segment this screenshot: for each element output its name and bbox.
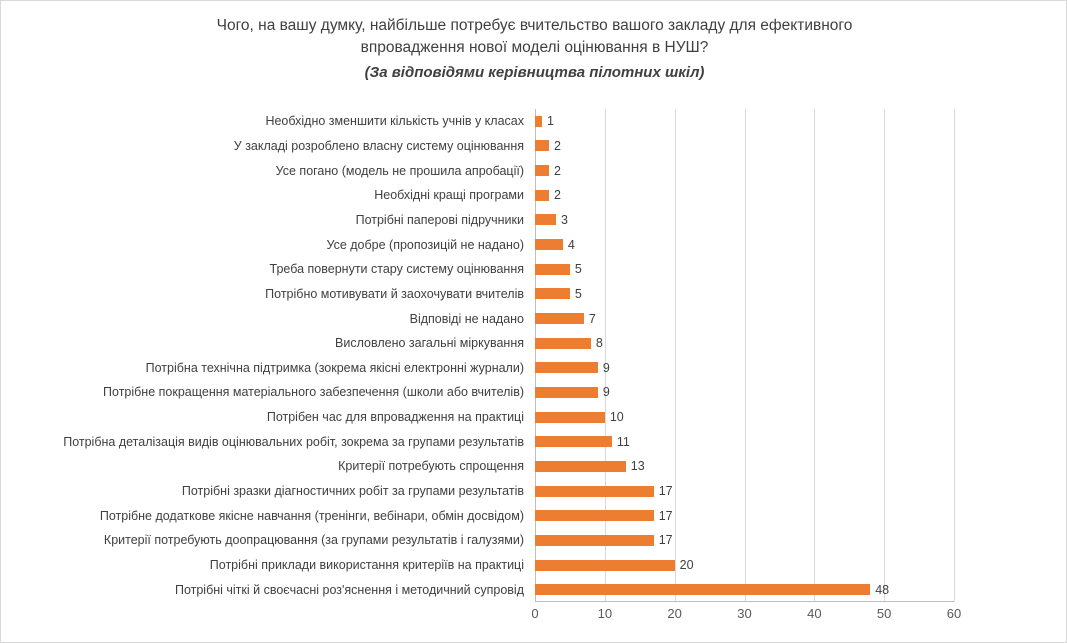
bar[interactable] — [535, 116, 542, 127]
bar-value-label: 9 — [602, 385, 610, 400]
category-label-text: Критерії потребують спрощення — [338, 459, 524, 474]
bar[interactable] — [535, 362, 598, 373]
bar-row — [535, 109, 554, 134]
category-label-text: Потрібна деталізація видів оцінювальних робіт, зокрема за групами результатів — [63, 434, 524, 449]
bar-value-label: 17 — [658, 533, 673, 548]
category-axis-labels — [6, 109, 530, 602]
bar-value-label: 2 — [553, 163, 561, 178]
bar-value-label: 5 — [574, 262, 582, 277]
category-label — [6, 257, 530, 282]
chart-title-line-1: Чого, на вашу думку, найбільше потребує вчительство вашого закладу для ефективного — [216, 17, 853, 34]
value-axis-tick-label: 40 — [807, 606, 822, 621]
bar-value-label: 7 — [588, 311, 596, 326]
bar[interactable] — [535, 510, 654, 521]
bar-row — [535, 331, 603, 356]
bar[interactable] — [535, 338, 591, 349]
value-axis-tick-label: 30 — [737, 606, 752, 621]
bar[interactable] — [535, 264, 570, 275]
bar[interactable] — [535, 387, 598, 398]
category-label — [6, 282, 530, 307]
bar[interactable] — [535, 313, 584, 324]
bar-value-label: 5 — [574, 286, 582, 301]
category-label — [6, 183, 530, 208]
category-label — [6, 577, 530, 602]
category-label-text: Критерії потребують доопрацювання (за групами результатів і галузями) — [103, 533, 524, 548]
category-label — [6, 306, 530, 331]
bar-value-label: 2 — [553, 138, 561, 153]
category-label — [6, 232, 530, 257]
bar-row — [535, 528, 673, 553]
category-label-text: Необхідні кращі програми — [374, 188, 524, 203]
gridline — [954, 109, 955, 602]
chart-subtitle: (За відповідями керівництва пілотних шкіл) — [364, 63, 705, 81]
category-label — [6, 528, 530, 553]
bar-value-label: 48 — [875, 582, 890, 597]
bar-row — [535, 405, 624, 430]
category-label — [6, 331, 530, 356]
category-label-text: У закладі розроблено власну систему оцінювання — [233, 138, 524, 153]
bar-value-label: 11 — [616, 434, 630, 449]
bar-value-label: 9 — [602, 360, 610, 375]
category-label-text: Потрібні зразки діагностичних робіт за групами результатів — [181, 484, 524, 499]
category-label-text: Потрібні приклади використання критеріїв на практиці — [209, 558, 524, 572]
bar-row — [535, 183, 561, 208]
bar-row — [535, 479, 673, 504]
value-axis-tick-label: 50 — [876, 606, 892, 621]
bar-row — [535, 356, 610, 381]
category-label — [6, 454, 530, 479]
category-label-text: Висловлено загальні міркування — [335, 336, 524, 351]
bar-row — [535, 257, 582, 282]
bar[interactable] — [535, 288, 570, 299]
category-label-text: Потрібен час для впровадження на практиці — [266, 410, 524, 425]
bar[interactable] — [535, 214, 556, 225]
bar-row — [535, 380, 610, 405]
bar[interactable] — [535, 190, 549, 201]
bar-value-label: 3 — [560, 212, 568, 227]
value-axis-tick-label: 60 — [946, 606, 962, 621]
gridline — [814, 109, 815, 602]
bar[interactable] — [535, 535, 654, 546]
bar-value-label: 10 — [609, 410, 624, 425]
bar-row — [535, 429, 630, 454]
gridline — [884, 109, 885, 602]
value-axis-tick-label: 0 — [531, 606, 539, 621]
bar-row — [535, 208, 568, 233]
category-label-text: Потрібні паперові підручники — [355, 212, 524, 227]
category-label — [6, 134, 530, 159]
bar[interactable] — [535, 584, 870, 595]
bar-value-label: 2 — [553, 188, 561, 203]
bar-row — [535, 232, 575, 257]
bar-value-label: 13 — [630, 459, 645, 474]
category-label-text: Необхідно зменшити кількість учнів у класах — [265, 114, 524, 129]
value-axis-tick-label: 20 — [667, 606, 682, 621]
category-label-text: Потрібне додаткове якісне навчання (тренінги, вебінари, обмін досвідом) — [99, 508, 524, 523]
bar-value-label: 8 — [595, 336, 603, 351]
category-label-text: Відповіді не надано — [409, 311, 524, 326]
category-label — [6, 429, 530, 454]
category-label — [6, 208, 530, 233]
category-label-text: Потрібні чіткі й своєчасні роз'яснення і методичний супровід — [174, 582, 524, 597]
gridline — [745, 109, 746, 602]
bar-row — [535, 158, 561, 183]
bar[interactable] — [535, 239, 563, 250]
chart-title-block — [1, 15, 1067, 81]
chart-title-line-2: впровадження нової моделі оцінювання в НУШ? — [360, 39, 709, 57]
value-axis-tick-label: 10 — [597, 606, 613, 621]
category-label-text: Усе погано (модель не прошила апробації) — [275, 163, 524, 178]
bar[interactable] — [535, 461, 626, 472]
gridline — [675, 109, 676, 602]
bar-row — [535, 306, 596, 331]
category-label-text: Потрібне покращення матеріального забезпечення (школи або вчителів) — [103, 385, 524, 400]
category-label — [6, 405, 530, 430]
bar[interactable] — [535, 412, 605, 423]
category-label — [6, 356, 530, 381]
bar-value-label: 17 — [658, 508, 673, 523]
plot-area — [531, 109, 962, 621]
category-label-text: Усе добре (пропозицій не надано) — [326, 237, 524, 252]
category-label — [6, 553, 530, 578]
bar-row — [535, 503, 673, 528]
category-label — [6, 158, 530, 183]
bar[interactable] — [535, 436, 612, 447]
category-label-text: Потрібно мотивувати й заохочувати вчителів — [265, 286, 524, 301]
category-label-text: Треба повернути стару систему оцінювання — [269, 262, 524, 277]
category-label-text: Потрібна технічна підтримка (зокрема якісні електронні журнали) — [145, 360, 524, 375]
bar-value-label: 4 — [567, 237, 575, 252]
bar[interactable] — [535, 486, 654, 497]
bar-value-label: 20 — [679, 558, 694, 572]
bar-row — [535, 454, 645, 479]
bar-row — [535, 282, 582, 307]
bar[interactable] — [535, 140, 549, 151]
bar[interactable] — [535, 560, 675, 571]
bar[interactable] — [535, 165, 549, 176]
category-label — [6, 380, 530, 405]
bar-value-label: 17 — [658, 484, 673, 499]
bar-value-label: 1 — [546, 114, 554, 129]
bar-row — [535, 134, 561, 159]
category-label — [6, 109, 530, 134]
category-label — [6, 479, 530, 504]
category-label — [6, 503, 530, 528]
bar-row — [535, 553, 694, 578]
bar-row — [535, 577, 889, 602]
